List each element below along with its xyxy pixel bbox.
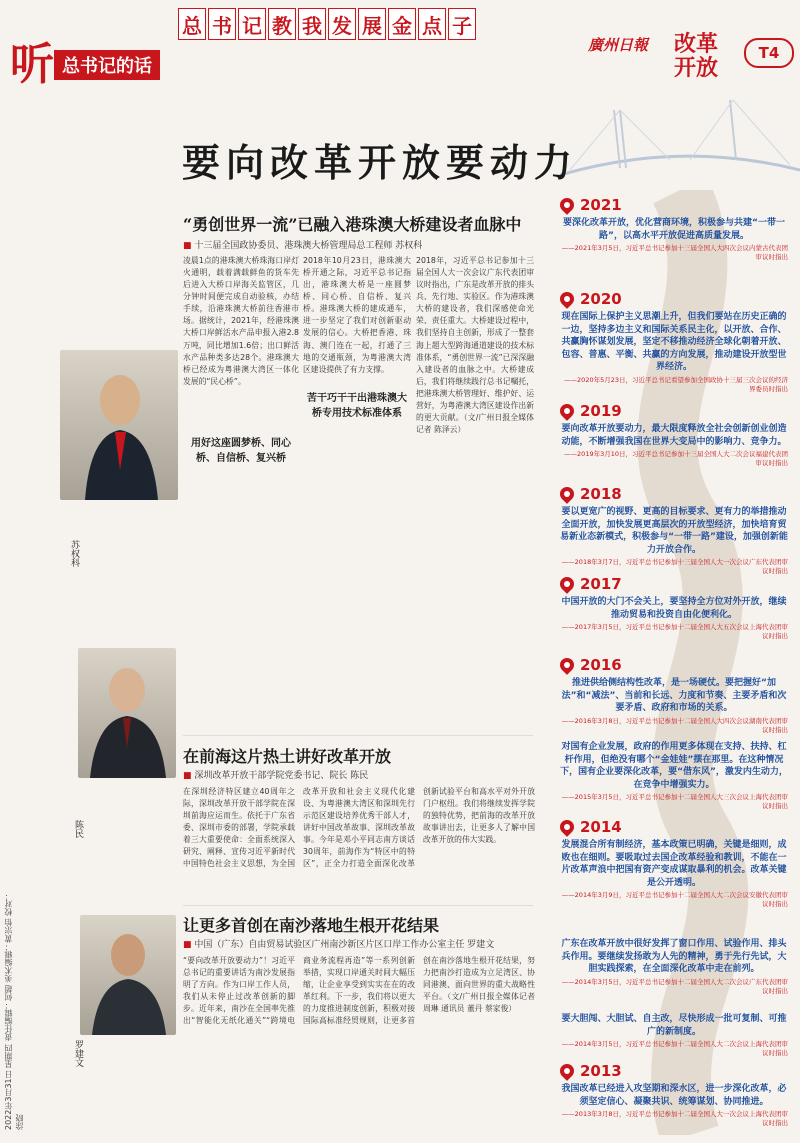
article-1-body: 凌晨1点的港珠澳大桥珠海口岸灯火通明，载着满载鲜鱼的货车先后进入大桥口岸海关监管区，几分钟时间便完成自动验核，办结手续，沿港珠澳大桥前往香港市场。据统计，2021年，经港珠澳大桥口岸鲜活水产品申报入港2.8万吨，同比增加1.6倍；出口鲜活水产品种类多达28个。港珠澳大桥已经成为粤港澳大湾区一体化发展的“民心桥”。: [183, 256, 299, 386]
article-2-byline: ■ 深圳改革开放干部学院党委书记、院长 陈民: [183, 768, 543, 781]
column-title-char: 我: [298, 8, 326, 40]
map-pin-icon: [557, 574, 577, 594]
divider: [183, 735, 533, 736]
article-1-body-3: 2018年，习近平总书记参加十三届全国人大一次会议广东代表团审议时指出，广东是改革开放的排头兵、先行地、实验区。作为港珠澳大桥的建设者，我们深感使命光荣、责任重大。大桥建设过程中，我们坚持自主创新，形成了一整套海上超大型跨海通道建设的技术标准体系，“勇创世界一流”已深深融入建设者的血脉之中。大桥建成后，我们将继续践行总书记嘱托，把港珠澳大桥管理好、维护好、运营好，为粤港澳大湾区建设作出新的更大贡献。（文/广州日报全媒体记者 陈泽云）: [416, 256, 534, 435]
map-pin-icon: [557, 1061, 577, 1081]
timeline-quote: 要大胆闯、大胆试、自主改，尽快形成一批可复制、可推广的新制度。: [561, 1014, 787, 1037]
column-title-char: 发: [328, 8, 356, 40]
column-title-char: 点: [418, 8, 446, 40]
article-1-subhead-1: 用好这座圆梦桥、同心桥、自信桥、复兴桥: [191, 438, 291, 464]
timeline-item: [560, 402, 788, 468]
caption-chen-min: 陈民: [73, 820, 83, 838]
article-1-subhead-1-wrap: [183, 430, 299, 468]
timeline-year: 2019: [580, 402, 622, 420]
page-number: T4: [744, 38, 794, 68]
timeline-item: [560, 290, 788, 394]
map-pin-icon: [557, 195, 577, 215]
timeline-quote: 要向改革开放要动力，最大限度释放全社会创新创业创造动能，不断增强我国在世界大变局中的影响力、竞争力。: [561, 424, 787, 447]
timeline-item: [560, 935, 788, 996]
article-3-title: 让更多首创在南沙落地生根开花结果: [183, 916, 440, 935]
timeline-item: [560, 656, 788, 735]
timeline-source: ——2016年3月8日，习近平总书记参加十二届全国人大四次会议湖南代表团审议时指出: [561, 716, 788, 734]
timeline-year: 2017: [580, 575, 622, 593]
ting-char: 听: [10, 39, 54, 90]
section-title: 改革开放: [673, 31, 718, 81]
main-title: 要向改革开放要动力: [181, 140, 578, 185]
ting-banner: [10, 28, 200, 90]
column-title-char: 金: [388, 8, 416, 40]
timeline-year: 2018: [580, 485, 622, 503]
timeline: [560, 190, 800, 1135]
article-1-subhead-2-wrap: [303, 385, 411, 423]
portrait-figure-icon: [80, 915, 176, 1035]
timeline-source: ——2015年3月5日，习近平总书记参加十二届全国人大三次会议上海代表团审议时指出: [561, 793, 788, 811]
map-pin-icon: [557, 401, 577, 421]
timeline-quote: 中国开放的大门不会关上，要坚持全方位对外开放，继续推动贸易和投资自由化便利化。: [561, 597, 787, 620]
timeline-item: [560, 196, 788, 262]
article-2-title: 在前海这片热土讲好改革开放: [183, 747, 392, 766]
timeline-source: ——2020年5月23日，习近平总书记看望参加全国政协十三届三次会议的经济界委员时指出: [564, 375, 788, 394]
ting-label: 总书记的话: [54, 50, 160, 80]
timeline-item: [560, 818, 788, 910]
timeline-quote: 要深化改革开放，优化营商环境，积极参与共建“一带一路”，以高水平开放促进高质量发展。: [563, 218, 785, 241]
article-1-byline: ■ 十三届全国政协委员、港珠澳大桥管理局总工程师 苏权科: [183, 238, 553, 251]
timeline-item: [560, 1010, 788, 1058]
column-title-char: 记: [238, 8, 266, 40]
timeline-source: ——2014年3月5日，习近平总书记参加十二届全国人大二次会议上海代表团审议时指出: [561, 1040, 788, 1058]
timeline-item: [560, 485, 788, 577]
portrait-su-quanke: [60, 350, 178, 500]
article-1-title: “勇创世界一流”已融入港珠澳大桥建设者血脉中: [183, 215, 522, 234]
timeline-source: ——2018年3月7日，习近平总书记参加十三届全国人大一次会议广东代表团审议时指出: [561, 558, 788, 576]
timeline-item: [560, 1062, 788, 1128]
divider: [183, 905, 533, 906]
map-pin-icon: [557, 289, 577, 309]
article-3-byline: ■ 中国（广东）自由贸易试验区广州南沙新区片区口岸工作办公室主任 罗建文: [183, 937, 553, 950]
timeline-year: 2014: [580, 818, 622, 836]
timeline-quote: 广东在改革开放中很好发挥了窗口作用、试验作用、排头兵作用。要继续发扬敢为人先的精神，勇于先行先试，大胆实践探索，在全面深化改革中走在前列。: [561, 939, 787, 975]
map-pin-icon: [557, 817, 577, 837]
timeline-quote: 发展混合所有制经济，基本政策已明确，关键是细则，成败也在细则。要吸取过去国企改革经验和教训，不能在一片改革声浪中把国有资产变成谋取暴利的机会。改革关键是公开透明。: [561, 840, 787, 888]
article-2-body: 在深圳经济特区建立40周年之际，深圳改革开放干部学院在深圳前海应运而生。依托于广东省委、深圳市委的部署，学院承载着三大重要使命：全面系统深入研究、阐释、宣传习近平新时代中国特色社会主义思想，为全国改革开放和社会主义现代化建设、为粤港澳大湾区和深圳先行示范区建设培养优秀干部人才，讲好中国改革故事、深圳改革故事。今年是邓小平同志南方谈话30周年，前海作为“特区中的特区”，正全力打造全面深化改革创新试验平台和高水平对外开放门户枢纽。我们将继续发挥学院的独特优势，把前海的改革开放故事讲出去，让更多人了解中国改革开放的伟大实践。: [183, 787, 535, 869]
timeline-quote: 我国改革已经进入攻坚期和深水区，进一步深化改革，必须坚定信心、凝聚共识、统筹谋划、协同推进。: [561, 1084, 787, 1107]
timeline-source: ——2021年3月5日，习近平总书记参加十三届全国人大四次会议内蒙古代表团审议时指出: [561, 244, 788, 262]
portrait-figure-icon: [78, 648, 176, 778]
portrait-chen-min: [78, 648, 176, 778]
timeline-quote: 对国有企业发展，政府的作用更多体现在支持、扶持、杠杆作用，但绝没有哪个“金娃娃”摆在那里。在这种情况下，国有企业要深化改革，要“借东风”，激发内生动力，在竞争中增强实力。: [560, 742, 788, 790]
article-1-subhead-2: 苦干巧干干出港珠澳大桥专用技术标准体系: [307, 393, 407, 419]
column-title-char: 教: [268, 8, 296, 40]
timeline-source: ——2017年3月5日，习近平总书记参加十二届全国人大五次会议上海代表团审议时指出: [561, 623, 788, 641]
timeline-source: ——2013年3月8日，习近平总书记参加十二届全国人大一次会议上海代表团审议时指出: [561, 1110, 788, 1128]
portrait-figure-icon: [60, 350, 178, 500]
timeline-source: ——2014年3月9日，习近平总书记参加十二届全国人大二次会议安徽代表团审议时指出: [561, 891, 788, 909]
timeline-quote: 现在国际上保护主义思潮上升，但我们要站在历史正确的一边，坚持多边主义和国际关系民主化，以开放、合作、共赢胸怀谋划发展，坚定不移推动经济全球化朝着开放、包容、普惠、平衡、共赢的方向发展，推动建设开放型世界经济。: [561, 312, 787, 373]
portrait-luo-jianwen: [80, 915, 176, 1035]
column-title-char: 展: [358, 8, 386, 40]
column-title-char: 子: [448, 8, 476, 40]
timeline-year: 2020: [580, 290, 622, 308]
timeline-quote: 要以更宽广的视野、更高的目标要求、更有力的举措推动全面开放，加快发展更高层次的开放型经济，加快培育贸易新业态新模式，积极参与“一带一路”建设，加强创新能力开放合作。: [560, 507, 788, 555]
timeline-year: 2016: [580, 656, 622, 674]
timeline-item: [560, 738, 788, 812]
column-title-char: 总: [178, 8, 206, 40]
timeline-source: ——2019年3月10日，习近平总书记参加十三届全国人大二次会议福建代表团审议时指出: [564, 450, 788, 468]
timeline-source: ——2014年3月5日，习近平总书记参加十二届全国人大二次会议广东代表团审议时指出: [561, 977, 788, 995]
timeline-year: 2013: [580, 1062, 622, 1080]
caption-su-quanke: 苏权科: [69, 540, 79, 567]
column-title: [178, 8, 648, 42]
masthead-logo: 廣州日報: [588, 36, 649, 54]
article-1-body-2: 2018年10月23日，港珠澳大桥开通之际，习近平总书记指出，港珠澳大桥是一座圆梦桥、同心桥、自信桥、复兴桥。港珠澳大桥的建成通车，进一步坚定了我们对创新驱动发展的信心。大桥把香港、珠海、澳门连在一起，打通了三地的交通瓶颈，为粤港澳大湾区建设提供了有力支撑。: [303, 256, 411, 374]
article-3-body: “要向改革开放要动力”！习近平总书记的重要讲话为南沙发展指明了方向。作为口岸工作人员，我们从未停止过改革创新的脚步。近年来，南沙在全国率先推出“智能化无纸化通关”“跨境电商业务流程再造”等一系列创新举措，实现口岸通关时间大幅压缩，让企业享受到实实在在的改革红利。下一步，我们将以更大的力度推进制度创新，积极对接国际高标准经贸规则，让更多首创在南沙落地生根开花结果，努力把南沙打造成为立足湾区、协同港澳、面向世界的重大战略性平台。（文/广州日报全媒体记者 周琳 通讯员 董丹 蔡家俊）: [183, 956, 535, 1026]
caption-luo-jianwen: 罗建文: [73, 1040, 83, 1067]
timeline-quote: 推进供给侧结构性改革，是一场硬仗。要把握好“加法”和“减法”、当前和长远、力度和节奏、主要矛盾和次要矛盾、政府和市场的关系。: [561, 678, 787, 714]
page-side-note: 2022年3月31日 星期四 责任编辑：何超 美术编辑：黄宗怡 校对：涂晓: [4, 892, 24, 1130]
timeline-year: 2021: [580, 196, 622, 214]
map-pin-icon: [557, 484, 577, 504]
map-pin-icon: [557, 655, 577, 675]
column-title-char: 书: [208, 8, 236, 40]
timeline-item: [560, 575, 788, 641]
